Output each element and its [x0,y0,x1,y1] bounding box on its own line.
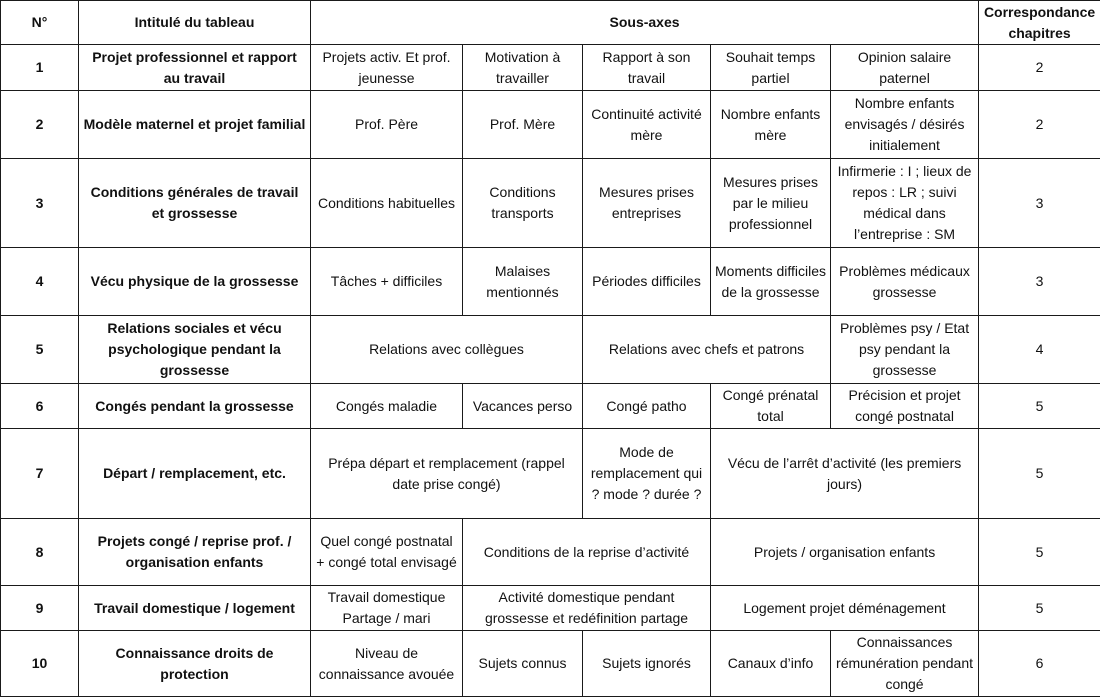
subaxis-cell: Problèmes psy / Etat psy pendant la grossesse [831,316,979,384]
subaxis-cell: Nombre enfants mère [711,91,831,159]
subaxis-cell: Niveau de connaissance avouée [311,631,463,697]
subaxis-cell: Souhait temps partiel [711,45,831,91]
row-title: Congés pendant la grossesse [79,384,311,429]
row-title: Vécu physique de la grossesse [79,248,311,316]
chapter-cell: 5 [979,519,1100,586]
subaxis-cell: Congés maladie [311,384,463,429]
chapter-cell: 5 [979,429,1100,519]
subaxis-cell: Canaux d’info [711,631,831,697]
chapter-cell: 5 [979,586,1100,631]
subaxis-cell: Périodes difficiles [583,248,711,316]
subaxis-cell: Quel congé postnatal + congé total envisagé [311,519,463,586]
chapter-cell: 4 [979,316,1100,384]
subaxis-cell: Projets / organisation enfants [711,519,979,586]
subaxis-cell: Conditions transports [463,159,583,248]
subaxis-cell: Vécu de l’arrêt d’activité (les premiers jours) [711,429,979,519]
row-number: 3 [1,159,79,248]
row-title: Relations sociales et vécu psychologique pendant la grossesse [79,316,311,384]
subaxis-cell: Relations avec chefs et patrons [583,316,831,384]
row-title: Départ / remplacement, etc. [79,429,311,519]
subaxis-cell: Projets activ. Et prof. jeunesse [311,45,463,91]
header-num: N° [1,1,79,45]
row-title: Projets congé / reprise prof. / organisation enfants [79,519,311,586]
chapter-cell: 6 [979,631,1100,697]
subaxis-cell: Conditions de la reprise d’activité [463,519,711,586]
table-row [1,631,1100,697]
subaxis-cell: Prof. Père [311,91,463,159]
subaxis-cell: Problèmes médicaux grossesse [831,248,979,316]
row-number: 2 [1,91,79,159]
row-title: Projet professionnel et rapport au travail [79,45,311,91]
subaxis-cell: Travail domestique Partage / mari [311,586,463,631]
table-row [1,45,1100,91]
subaxis-cell: Sujets ignorés [583,631,711,697]
subaxis-cell: Malaises mentionnés [463,248,583,316]
row-number: 9 [1,586,79,631]
subaxis-cell: Tâches + difficiles [311,248,463,316]
subaxis-cell: Congé prénatal total [711,384,831,429]
header-title: Intitulé du tableau [79,1,311,45]
row-number: 1 [1,45,79,91]
row-title: Modèle maternel et projet familial [79,91,311,159]
table-row [1,159,1100,248]
table-row [1,429,1100,519]
row-number: 6 [1,384,79,429]
table-row [1,91,1100,159]
table-row [1,248,1100,316]
subaxis-cell: Prof. Mère [463,91,583,159]
table-row [1,519,1100,586]
table-row [1,586,1100,631]
subaxis-cell: Vacances perso [463,384,583,429]
chapter-cell: 2 [979,45,1100,91]
row-title: Connaissance droits de protection [79,631,311,697]
row-number: 10 [1,631,79,697]
subaxis-cell: Logement projet déménagement [711,586,979,631]
subaxis-cell: Sujets connus [463,631,583,697]
header-subaxes: Sous-axes [311,1,979,45]
chapter-cell: 3 [979,248,1100,316]
subaxis-cell: Mesures prises par le milieu professionnel [711,159,831,248]
row-number: 5 [1,316,79,384]
subaxis-cell: Activité domestique pendant grossesse et redéfinition partage [463,586,711,631]
row-title: Conditions générales de travail et grossesse [79,159,311,248]
table-row [1,384,1100,429]
subaxis-cell: Opinion salaire paternel [831,45,979,91]
row-number: 8 [1,519,79,586]
subaxis-cell: Relations avec collègues [311,316,583,384]
subaxis-cell: Infirmerie : I ; lieux de repos : LR ; suivi médical dans l’entreprise : SM [831,159,979,248]
subaxis-cell: Connaissances rémunération pendant congé [831,631,979,697]
row-title: Travail domestique / logement [79,586,311,631]
subaxis-cell: Rapport à son travail [583,45,711,91]
subaxis-cell: Précision et projet congé postnatal [831,384,979,429]
chapter-cell: 2 [979,91,1100,159]
subaxis-cell: Motivation à travailler [463,45,583,91]
subaxis-cell: Conditions habituelles [311,159,463,248]
subaxis-cell: Mesures prises entreprises [583,159,711,248]
chapter-cell: 5 [979,384,1100,429]
subaxis-cell: Continuité activité mère [583,91,711,159]
subaxis-cell: Moments difficiles de la grossesse [711,248,831,316]
chapter-cell: 3 [979,159,1100,248]
subaxis-cell: Congé patho [583,384,711,429]
header-row [1,1,1100,45]
subaxis-cell: Mode de remplacement qui ? mode ? durée ? [583,429,711,519]
subaxis-cell: Nombre enfants envisagés / désirés initialement [831,91,979,159]
subaxis-cell: Prépa départ et remplacement (rappel date prise congé) [311,429,583,519]
row-number: 4 [1,248,79,316]
table-row [1,316,1100,384]
row-number: 7 [1,429,79,519]
header-chapters: Correspondance chapitres [979,1,1100,45]
